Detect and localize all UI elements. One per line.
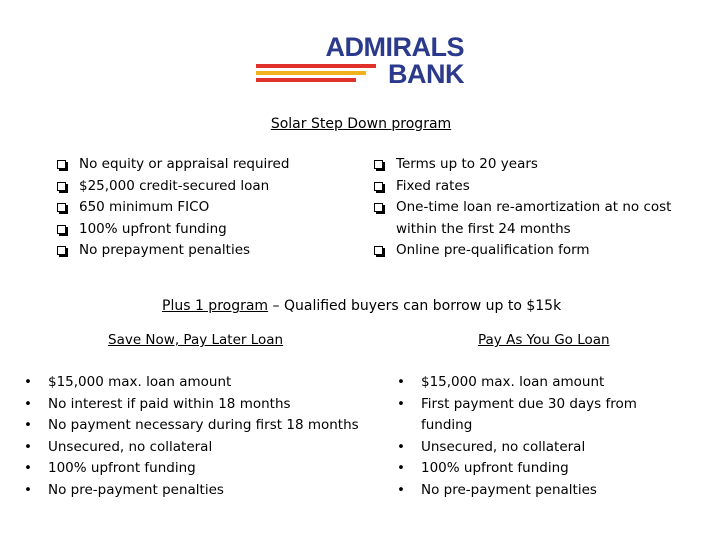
list-item: • First payment due 30 days from funding (397, 395, 637, 434)
list-item: • 100% upfront funding (24, 458, 394, 480)
bullet-icon: • (397, 438, 405, 455)
checkbox-icon (57, 203, 66, 212)
features-left-list (57, 154, 347, 262)
plus-one-program-text: – Qualified buyers can borrow up to $15k (268, 298, 562, 314)
logo-stripe-yellow (256, 71, 366, 75)
checkbox-icon (374, 203, 383, 212)
bullet-icon: • (24, 374, 32, 390)
save-now-pay-later-list (24, 372, 394, 502)
list-item: • No pre-payment penalties (24, 480, 394, 502)
feature-item: No equity or appraisal required (57, 154, 347, 176)
checkbox-icon (57, 182, 66, 191)
features-right-list (374, 154, 674, 262)
pay-as-you-go-list (397, 372, 667, 502)
logo-stripe-red-bottom (256, 78, 356, 82)
checkbox-icon (57, 225, 66, 234)
list-item: • $15,000 max. loan amount (24, 372, 394, 394)
feature-item: Fixed rates (374, 176, 674, 198)
bullet-icon: • (24, 438, 32, 455)
checkbox-icon (57, 160, 66, 169)
logo-word-admirals: ADMIRALS (325, 32, 464, 62)
checkbox-icon (374, 182, 383, 191)
logo-stripe-red-top (256, 64, 376, 68)
pay-as-you-go-heading: Pay As You Go Loan (478, 332, 610, 348)
checkbox-icon (374, 160, 383, 169)
bullet-icon: • (397, 395, 405, 412)
bullet-icon: • (24, 395, 32, 412)
bullet-icon: • (397, 460, 405, 477)
list-item: • $15,000 max. loan amount (397, 372, 667, 394)
feature-item: No prepayment penalties (57, 240, 347, 262)
feature-item: 100% upfront funding (57, 219, 347, 241)
checkbox-icon (57, 246, 66, 255)
plus-one-program-label: Plus 1 program (162, 298, 269, 314)
save-now-pay-later-heading: Save Now, Pay Later Loan (108, 332, 284, 348)
bullet-icon: • (24, 417, 32, 434)
feature-item: One-time loan re-amortization at no cost within the first 24 months (374, 197, 674, 240)
program-title: Solar Step Down program (270, 116, 452, 132)
list-item: • Unsecured, no collateral (24, 437, 394, 459)
feature-item: $25,000 credit-secured loan (57, 176, 347, 198)
list-item: • No interest if paid within 18 months (24, 394, 394, 416)
feature-item: 650 minimum FICO (57, 197, 347, 219)
bullet-icon: • (397, 481, 405, 498)
bullet-icon: • (397, 374, 405, 390)
list-item: • Unsecured, no collateral (397, 437, 667, 459)
logo-word-bank: BANK (388, 59, 464, 89)
feature-item: Online pre-qualification form (374, 240, 674, 262)
bullet-icon: • (24, 460, 32, 477)
list-item: • No payment necessary during first 18 months (24, 415, 394, 437)
feature-item: Terms up to 20 years (374, 154, 674, 176)
list-item: • No pre-payment penalties (397, 480, 667, 502)
bullet-icon: • (24, 481, 32, 498)
plus-one-program-line (162, 298, 561, 314)
admirals-bank-logo (256, 34, 464, 90)
checkbox-icon (374, 246, 383, 255)
list-item: • 100% upfront funding (397, 458, 667, 480)
